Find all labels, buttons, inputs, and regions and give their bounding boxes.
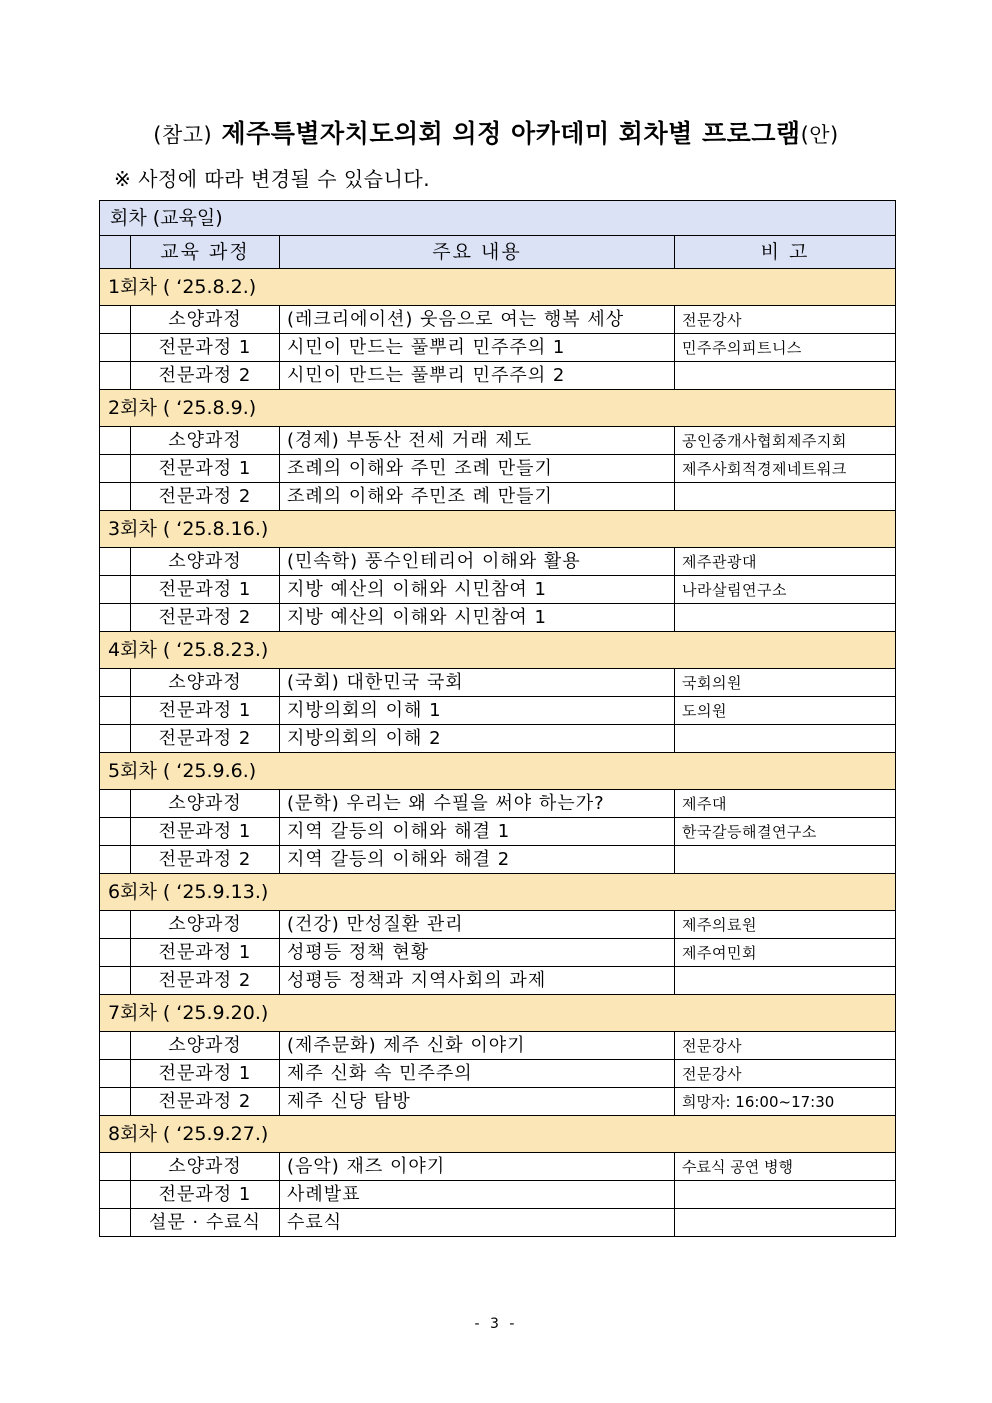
session-row [100,995,896,1032]
table-row [100,548,896,576]
course-cell: 소양과정 [131,669,280,697]
table-row [100,1088,896,1116]
content-cell: (음악) 재즈 이야기 [280,1153,675,1181]
course-cell: 전문과정 1 [131,1181,280,1209]
content-cell: 조례의 이해와 주민 조례 만들기 [280,455,675,483]
note-cell: 한국갈등해결연구소 [675,818,896,846]
note-cell [675,1181,896,1209]
content-cell: (문학) 우리는 왜 수필을 써야 하는가? [280,790,675,818]
note-cell [675,725,896,753]
session-label: 8회차 ( ‘25.9.27.) [100,1116,896,1153]
note-cell: 전문강사 [675,1060,896,1088]
row-gutter [100,483,131,511]
course-cell: 전문과정 1 [131,818,280,846]
table-row [100,1181,896,1209]
note-cell [675,967,896,995]
note-cell [675,1209,896,1237]
table-row [100,1032,896,1060]
note-cell: 제주대 [675,790,896,818]
note-cell: 전문강사 [675,1032,896,1060]
table-row [100,576,896,604]
row-gutter [100,1060,131,1088]
note-cell: 제주사회적경제네트워크 [675,455,896,483]
content-cell: 지역 갈등의 이해와 해결 2 [280,846,675,874]
content-cell: 지방의회의 이해 1 [280,697,675,725]
table-header-row [100,236,896,269]
header-course: 교육 과정 [131,236,280,269]
course-cell: 소양과정 [131,427,280,455]
content-cell: 제주 신화 속 민주주의 [280,1060,675,1088]
row-gutter [100,1153,131,1181]
content-cell: (민속학) 풍수인테리어 이해와 활용 [280,548,675,576]
row-gutter [100,306,131,334]
session-row [100,632,896,669]
row-gutter [100,790,131,818]
title-prefix: (참고) [153,123,213,147]
row-gutter [100,967,131,995]
course-cell: 전문과정 2 [131,725,280,753]
session-row [100,753,896,790]
note-cell: 제주여민회 [675,939,896,967]
course-cell: 전문과정 1 [131,939,280,967]
table-row [100,911,896,939]
note-cell: 나라살림연구소 [675,576,896,604]
row-gutter [100,725,131,753]
table-row [100,604,896,632]
content-cell: (건강) 만성질환 관리 [280,911,675,939]
content-cell: 지방 예산의 이해와 시민참여 1 [280,576,675,604]
table-row [100,1060,896,1088]
header-gutter [100,236,131,269]
content-cell: 지방의회의 이해 2 [280,725,675,753]
row-gutter [100,846,131,874]
table-row [100,455,896,483]
table-row [100,967,896,995]
row-gutter [100,697,131,725]
session-row [100,1116,896,1153]
row-gutter [100,669,131,697]
row-gutter [100,362,131,390]
row-gutter [100,1032,131,1060]
course-cell: 소양과정 [131,1032,280,1060]
header-content: 주요 내용 [280,236,675,269]
row-gutter [100,576,131,604]
row-gutter [100,334,131,362]
session-label: 6회차 ( ‘25.9.13.) [100,874,896,911]
session-label: 5회차 ( ‘25.9.6.) [100,753,896,790]
content-cell: 조례의 이해와 주민조 례 만들기 [280,483,675,511]
table-row [100,846,896,874]
note-cell: 수료식 공연 병행 [675,1153,896,1181]
session-row [100,390,896,427]
session-label: 1회차 ( ‘25.8.2.) [100,269,896,306]
note-cell: 전문강사 [675,306,896,334]
course-cell: 소양과정 [131,911,280,939]
content-cell: 지역 갈등의 이해와 해결 1 [280,818,675,846]
row-gutter [100,911,131,939]
course-cell: 설문 · 수료식 [131,1209,280,1237]
program-table [99,200,896,1237]
header-note: 비 고 [675,236,896,269]
table-row [100,427,896,455]
note-cell: 도의원 [675,697,896,725]
course-cell: 전문과정 1 [131,697,280,725]
table-row [100,790,896,818]
session-label: 3회차 ( ‘25.8.16.) [100,511,896,548]
note-cell [675,483,896,511]
note-cell: 민주주의피트니스 [675,334,896,362]
session-row [100,269,896,306]
content-cell: 수료식 [280,1209,675,1237]
table-row [100,725,896,753]
course-cell: 전문과정 2 [131,967,280,995]
content-cell: (레크리에이션) 웃음으로 여는 행복 세상 [280,306,675,334]
course-cell: 소양과정 [131,548,280,576]
change-notice: ※ 사정에 따라 변경될 수 있습니다. [114,167,431,191]
table-row [100,306,896,334]
table-row [100,1153,896,1181]
content-cell: 성평등 정책과 지역사회의 과제 [280,967,675,995]
row-gutter [100,818,131,846]
session-label: 7회차 ( ‘25.9.20.) [100,995,896,1032]
row-gutter [100,1181,131,1209]
content-cell: 시민이 만드는 풀뿌리 민주주의 2 [280,362,675,390]
row-gutter [100,939,131,967]
row-gutter [100,604,131,632]
content-cell: 성평등 정책 현황 [280,939,675,967]
row-gutter [100,427,131,455]
document-title [0,114,992,150]
table-legend-row [100,201,896,236]
course-cell: 전문과정 1 [131,576,280,604]
table-row [100,669,896,697]
course-cell: 전문과정 2 [131,604,280,632]
table-row [100,818,896,846]
row-gutter [100,455,131,483]
content-cell: 사례발표 [280,1181,675,1209]
note-cell: 희망자: 16:00~17:30 [675,1088,896,1116]
note-cell: 제주의료원 [675,911,896,939]
content-cell: (경제) 부동산 전세 거래 제도 [280,427,675,455]
session-label: 4회차 ( ‘25.8.23.) [100,632,896,669]
course-cell: 전문과정 2 [131,483,280,511]
table-row [100,939,896,967]
table-row [100,1209,896,1237]
table-row [100,697,896,725]
note-cell [675,362,896,390]
content-cell: 시민이 만드는 풀뿌리 민주주의 1 [280,334,675,362]
note-cell: 공인중개사협회제주지회 [675,427,896,455]
note-cell [675,846,896,874]
note-cell [675,604,896,632]
note-cell: 국회의원 [675,669,896,697]
course-cell: 전문과정 2 [131,1088,280,1116]
table-row [100,483,896,511]
session-label: 2회차 ( ‘25.8.9.) [100,390,896,427]
content-cell: 제주 신당 탐방 [280,1088,675,1116]
row-gutter [100,1088,131,1116]
table-row [100,334,896,362]
course-cell: 소양과정 [131,790,280,818]
course-cell: 전문과정 2 [131,846,280,874]
course-cell: 전문과정 1 [131,455,280,483]
content-cell: (국회) 대한민국 국회 [280,669,675,697]
course-cell: 소양과정 [131,306,280,334]
title-suffix: (안) [800,123,839,147]
session-row [100,874,896,911]
course-cell: 전문과정 2 [131,362,280,390]
table-row [100,362,896,390]
row-gutter [100,1209,131,1237]
legend-cell: 회차 (교육일) [100,201,896,236]
course-cell: 전문과정 1 [131,334,280,362]
course-cell: 전문과정 1 [131,1060,280,1088]
title-main: 제주특별자치도의회 의정 아카데미 회차별 프로그램 [221,119,801,148]
course-cell: 소양과정 [131,1153,280,1181]
content-cell: 지방 예산의 이해와 시민참여 1 [280,604,675,632]
note-cell: 제주관광대 [675,548,896,576]
page-number: - 3 - [474,1316,518,1332]
row-gutter [100,548,131,576]
session-row [100,511,896,548]
content-cell: (제주문화) 제주 신화 이야기 [280,1032,675,1060]
